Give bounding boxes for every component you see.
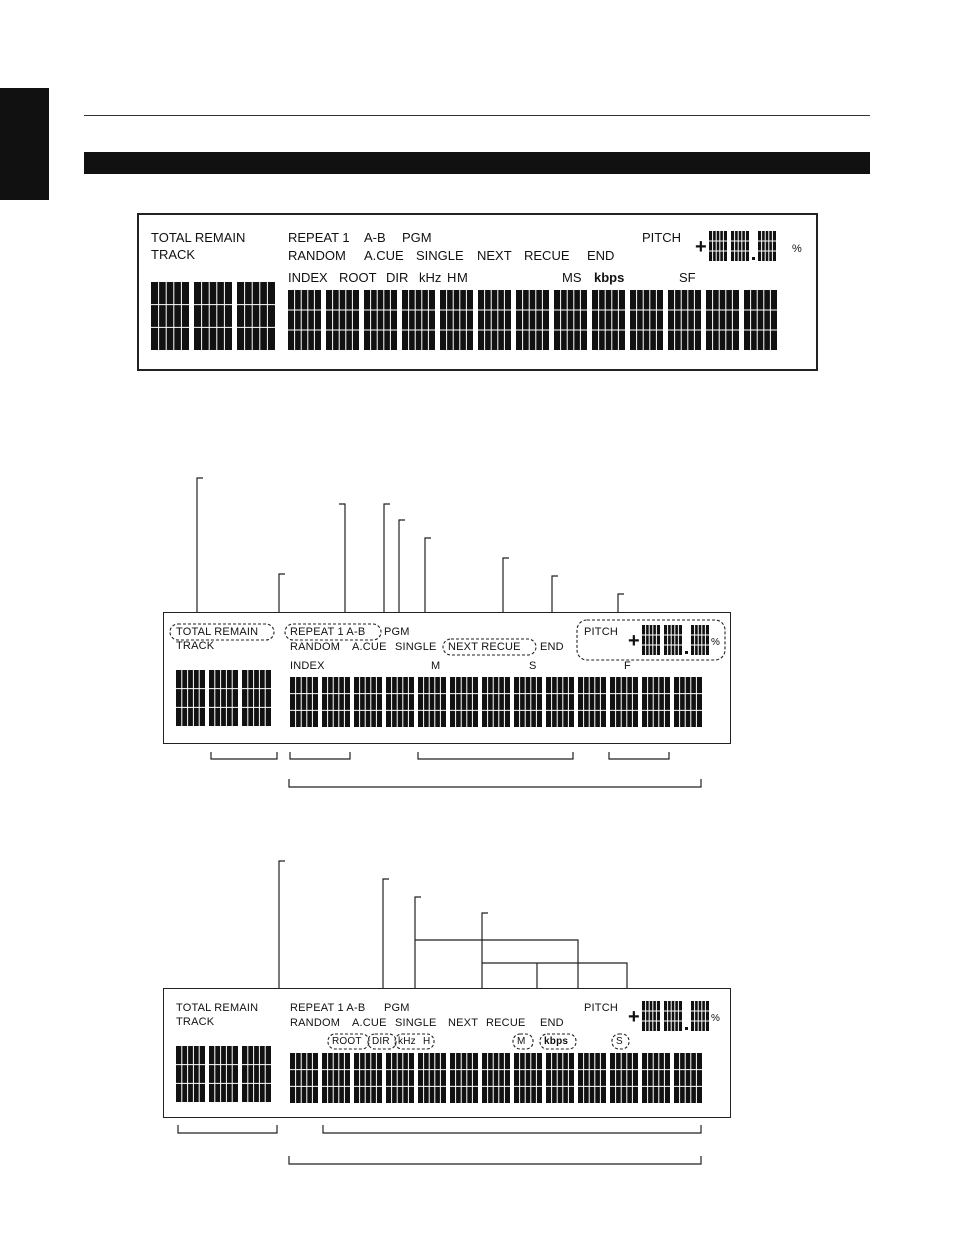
cd-track-label: TRACK <box>176 640 215 652</box>
lcd-digit-21 <box>642 1053 670 1103</box>
lcd-digit-900 <box>642 1001 660 1031</box>
lcd-digit-22 <box>674 1053 702 1103</box>
mp3-s-label: S <box>616 1036 623 1047</box>
acue-label: A.CUE <box>364 248 404 263</box>
mp3-recue-label: RECUE <box>486 1017 526 1029</box>
mp3-single-label: SINGLE <box>395 1017 437 1029</box>
ab-label: A-B <box>364 230 386 245</box>
mp3-m-label: M <box>517 1036 526 1047</box>
next-label: NEXT <box>477 248 512 263</box>
index-label: INDEX <box>288 270 328 285</box>
lcd-digit-19 <box>578 1053 606 1103</box>
lcd-digit-15 <box>450 1053 478 1103</box>
mp3-pitch-sign: + <box>628 1006 640 1028</box>
lcd-digit-901 <box>664 1001 682 1031</box>
lcd-digit-20 <box>610 1053 638 1103</box>
mp3-pitch-label: PITCH <box>584 1002 618 1014</box>
m-label: M <box>457 270 468 285</box>
cd-single-label: SINGLE <box>395 641 437 653</box>
lcd-digit-16 <box>482 1053 510 1103</box>
pgm-label: PGM <box>402 230 432 245</box>
ms-label: MS <box>562 270 582 285</box>
lcd-digit-13 <box>386 1053 414 1103</box>
cd-m-label: M <box>431 660 441 672</box>
kbps-label: kbps <box>594 270 625 285</box>
cd-pgm-label: PGM <box>384 626 410 638</box>
cd-total-remain-label: TOTAL REMAIN <box>176 626 259 638</box>
mp3-percent-label: % <box>711 1013 721 1024</box>
cd-f-label: F <box>624 660 631 672</box>
repeat-one-label: REPEAT 1 <box>288 230 350 245</box>
dir-label: DIR <box>386 270 409 285</box>
cd-index-label: INDEX <box>290 660 325 672</box>
lcd-digit-11 <box>322 1053 350 1103</box>
khz-label: kHz <box>419 270 442 285</box>
mp3-khz-label: kHz <box>398 1036 416 1047</box>
mp3-kbps-label: kbps <box>544 1036 569 1047</box>
lcd-digit-17 <box>514 1053 542 1103</box>
lcd-digit-12 <box>354 1053 382 1103</box>
cd-acue-label: A.CUE <box>352 641 387 653</box>
top-pitch-sign: + <box>695 236 707 258</box>
lcd-digit-10 <box>290 1053 318 1103</box>
cd-s-label: S <box>529 660 537 672</box>
cd-next-recue-label: NEXT RECUE <box>448 641 521 653</box>
mp3-h-label: H <box>423 1036 431 1047</box>
total-remain-label: TOTAL REMAIN <box>151 230 246 245</box>
random-label: RANDOM <box>288 248 346 263</box>
mp3-total-remain-label: TOTAL REMAIN <box>176 1002 259 1014</box>
mp3-root-label: ROOT <box>332 1036 362 1047</box>
mp3-random-label: RANDOM <box>290 1017 341 1029</box>
mp3-track-label: TRACK <box>176 1016 215 1028</box>
cd-random-label: RANDOM <box>290 641 341 653</box>
end-label: END <box>587 248 615 263</box>
cd-end-label: END <box>540 641 564 653</box>
lcd-digit-2 <box>242 1046 271 1102</box>
lcd-digit-1 <box>209 1046 238 1102</box>
sf-label: SF <box>679 270 696 285</box>
recue-label: RECUE <box>524 248 570 263</box>
mp3-acue-label: A.CUE <box>352 1017 387 1029</box>
cd-repeat-ab-label: REPEAT 1 A-B <box>290 626 366 638</box>
mp3-end-label: END <box>540 1017 564 1029</box>
mp3-dir-label: DIR <box>372 1036 390 1047</box>
h-label: H <box>447 270 457 285</box>
cd-percent-label: % <box>711 637 721 648</box>
cd-pitch-sign: + <box>628 630 640 652</box>
mp3-repeat-ab-label: REPEAT 1 A-B <box>290 1002 366 1014</box>
lcd-digit-14 <box>418 1053 446 1103</box>
single-label: SINGLE <box>416 248 464 263</box>
cd-pitch-label: PITCH <box>584 626 618 638</box>
mp3-next-label: NEXT <box>448 1017 479 1029</box>
lcd-digit-902 <box>691 1001 709 1031</box>
pitch-label: PITCH <box>642 230 681 245</box>
lcd-digit-0 <box>176 1046 205 1102</box>
root-label: ROOT <box>339 270 377 285</box>
track-label: TRACK <box>151 247 196 262</box>
lcd-digit-18 <box>546 1053 574 1103</box>
percent-label: % <box>792 243 802 255</box>
mp3-pgm-label: PGM <box>384 1002 410 1014</box>
